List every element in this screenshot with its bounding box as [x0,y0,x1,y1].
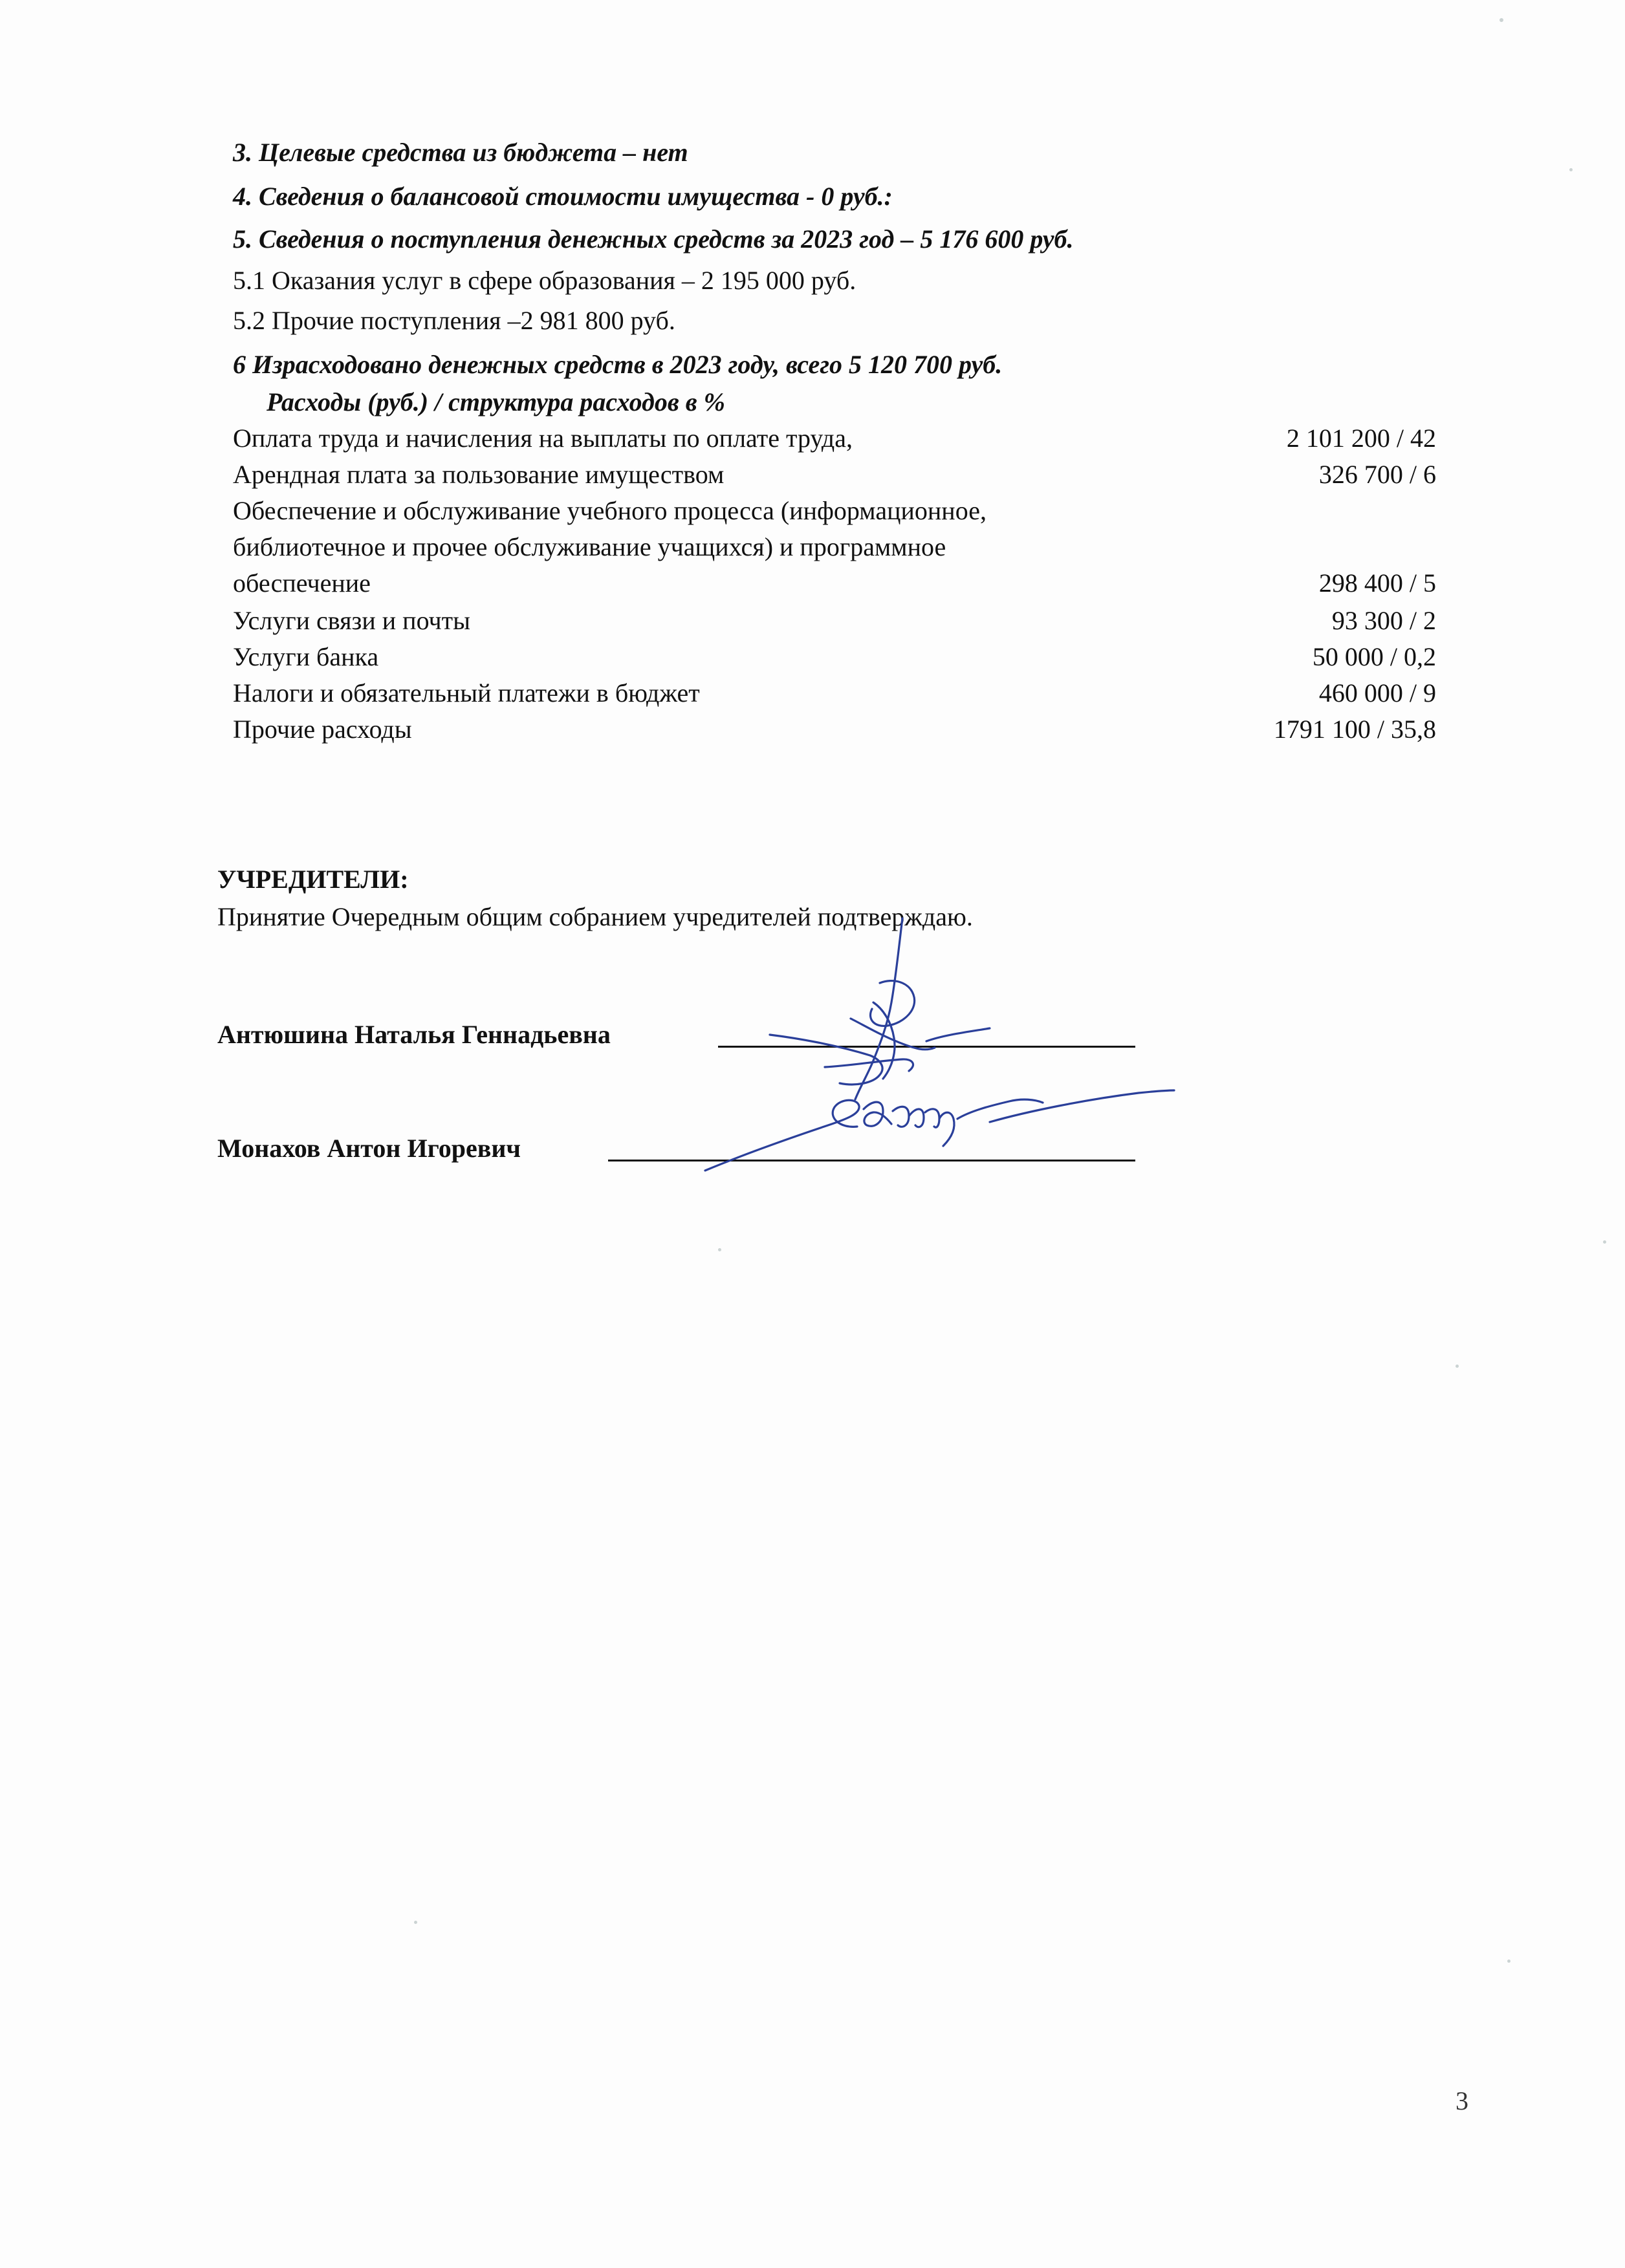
section-5-2-item: 5.2 Прочие поступления –2 981 800 руб. [233,306,675,335]
page-number: 3 [1456,2086,1468,2115]
expense-label: Арендная плата за пользование имуществом [233,460,725,489]
expense-value: 1791 100 / 35,8 [1273,715,1436,744]
founders-heading: УЧРЕДИТЕЛИ: [217,865,409,894]
expense-value: 50 000 / 0,2 [1312,642,1436,671]
scan-speck [1500,18,1503,22]
expense-label: Услуги банка [233,642,379,671]
scan-speck [1456,1365,1459,1368]
expense-value: 2 101 200 / 42 [1286,424,1436,453]
expense-label: Оплата труда и начисления на выплаты по оплате труда, [233,424,853,453]
expense-value: 460 000 / 9 [1318,678,1436,707]
section-5-heading: 5. Сведения о поступления денежных средств за 2023 год – 5 176 600 руб. [233,224,1074,254]
signatory-name-1: Антюшина Наталья Геннадьевна [217,1020,611,1049]
expense-label-line: Обеспечение и обслуживание учебного процесса (информационное, [233,496,987,525]
expense-value: 326 700 / 6 [1318,460,1436,489]
section-4-heading: 4. Сведения о балансовой стоимости имущества - 0 руб.: [233,182,893,211]
handwritten-signature [686,905,1177,1177]
expense-label-line: обеспечение [233,568,371,598]
scan-speck [414,1921,417,1924]
expense-label-line: библиотечное и прочее обслуживание учащихся) и программное [233,532,946,561]
expense-value: 93 300 / 2 [1331,606,1436,635]
founders-statement: Принятие Очередным общим собранием учредителей подтверждаю. [217,902,973,931]
expense-value: 298 400 / 5 [1318,568,1436,598]
expense-row [233,678,1436,709]
expense-label: Налоги и обязательный платежи в бюджет [233,678,700,707]
expenses-subheading: Расходы (руб.) / структура расходов в % [267,387,725,416]
expense-row [233,495,1436,599]
section-3-heading: 3. Целевые средства из бюджета – нет [233,138,688,167]
signatory-name-2: Монахов Антон Игоревич [217,1134,521,1163]
scan-speck [1603,1240,1606,1244]
expense-row [233,423,1436,454]
expense-row [233,459,1436,490]
expense-row [233,642,1436,673]
scan-speck [718,1248,721,1251]
expense-row [233,714,1436,745]
expense-label: Услуги связи и почты [233,606,471,635]
scan-speck [1507,1960,1510,1963]
section-6-heading: 6 Израсходовано денежных средств в 2023 году, всего 5 120 700 руб. [233,350,1003,379]
section-5-1-item: 5.1 Оказания услуг в сфере образования – 2 195 000 руб. [233,266,856,295]
expense-label: Прочие расходы [233,715,412,744]
scan-speck [1569,168,1573,171]
expense-row [233,605,1436,636]
